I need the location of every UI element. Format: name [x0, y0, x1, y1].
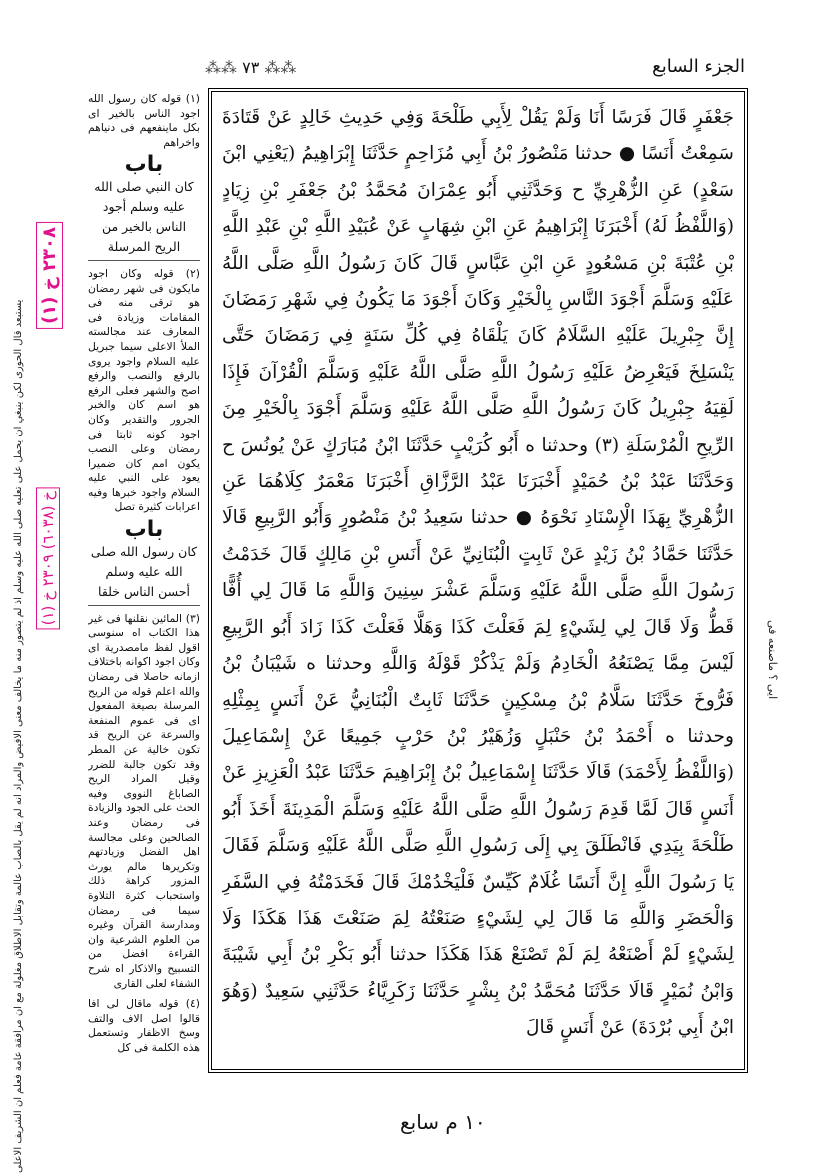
bab-heading-2: باب	[124, 517, 164, 543]
right-margin-note: ايى ؟ ماصنعه فى	[766, 620, 779, 700]
bab-title-2: كان رسول الله صلى الله عليه وسلم أحسن الناس خلقا	[88, 542, 200, 606]
left-reference-margin	[6, 92, 62, 1173]
commentary-note-3: (٣) المائين نقلنها فى غير هذا الكتاب اه سنوسى اقول لفظ مامصدرية اى وكان اجود اكوانه باختلاف ازمانه حاصلا فى رمضان والله اعلم قوله من الريح المرسلة بصيغة المفعول اى فى عموم المنفعة والسرعة عن الريح قد تكون خالية عن المطر وقد تكون جالبة للضرر وقيل المراد الريح الصاباغ النووى وفيه الحث على الجود والزيادة فى رمضان وعند الصالحين وعلى مجالسة اهل الفضل وزيادتهم وتكريرها مالم يورث المزور كراهة ذلك واستحباب كثرة التلاوة سيما فى رمضان ومدارسة القرآن وغيره من العلوم الشرعية وان القراءة افضل من التسبيح والاذكار اه شرح الشفاء لعلى القارى	[88, 611, 200, 990]
page-signature: ١٠ م سابع	[400, 1110, 486, 1134]
volume-title: الجزء السابع	[652, 56, 745, 77]
vertical-margin-notes: يستبعد قال الحورى لكن ينبغي ان يحمل على تعليه صلى الله عليه وسلم اذ لم يتصور منه ما يخالف معنى الافيض والمراد انه لم يقل بالصاب عالمة وتقابل الاطلاق مغلولة مع ان مرافقة عامة فعلم ان الشريف الاعلى	[13, 299, 24, 1173]
page-number: ٧٣	[242, 58, 260, 77]
main-text-frame	[208, 88, 748, 1073]
commentary-column	[88, 92, 200, 1077]
ornament-icon: ⁂⁂	[264, 58, 297, 77]
hadith-reference-number-2: خ (٦٠٣٨) ٢٣٠٩ خ (١)	[36, 487, 60, 629]
commentary-note-2: (٢) قوله وكان اجود مايكون فى شهر رمضان هو ترقى منه فى المقامات وزيادة فى المعارف عند مجالسته الملأ الاعلى سيما جبريل عليه السلام واجود يروى بالرفع والنصب والرفع اصح والشهر فعلى الرفع هو اسم كان والخبر الجرور والتقدير وكان اجود كونه ثابتا فى رمضان وعلى النصب يكون امم كان ضميرا يعود على النبي عليه السلام واجود خبرها وفيه اعرابات كثيرة تصل	[88, 266, 200, 514]
page-number-block	[205, 58, 296, 77]
main-hadith-text: جَعْفَرٍ قَالَ فَرَسًا أَنَا وَلَمْ يَقُلْ لِأَبِي طَلْحَةَ وَفِي حَدِيثِ خَالِدٍ عَنْ قَتَادَةَ سَمِعْتُ أَنَسًا ● حدثنا مَنْصُورُ بْنُ أَبِي مُزَاحِمٍ حَدَّثَنَا إِبْرَاهِيمُ (يَعْنِي ابْنَ سَعْدٍ) عَنِ الزُّهْرِيِّ ح وَحَدَّثَنِي أَبُو عِمْرَانَ مُحَمَّدُ بْنُ جَعْفَرِ بْنِ زِيَادٍ (وَاللَّفْظُ لَهُ) أَخْبَرَنَا إِبْرَاهِيمُ عَنِ ابْنِ شِهَابٍ عَنْ عُبَيْدِ اللَّهِ بْنِ عَبْدِ اللَّهِ بْنِ عُتْبَةَ بْنِ مَسْعُودٍ عَنِ ابْنِ عَبَّاسٍ قَالَ كَانَ رَسُولُ اللَّهِ صَلَّى اللَّهُ عَلَيْهِ وَسَلَّمَ أَجْوَدَ النَّاسِ بِالْخَيْرِ وَكَانَ أَجْوَدَ مَا يَكُونُ فِي شَهْرِ رَمَضَانَ إِنَّ جِبْرِيلَ عَلَيْهِ السَّلَامُ كَانَ يَلْقَاهُ فِي كُلِّ سَنَةٍ فِي رَمَضَانَ حَتَّى يَنْسَلِخَ فَيَعْرِضُ عَلَيْهِ رَسُولُ اللَّهِ صَلَّى اللَّهُ عَلَيْهِ وَسَلَّمَ الْقُرْآنَ فَإِذَا لَقِيَهُ جِبْرِيلُ كَانَ رَسُولُ اللَّهِ صَلَّى اللَّهُ عَلَيْهِ وَسَلَّمَ أَجْوَدَ بِالْخَيْرِ مِنَ الرِّيحِ الْمُرْسَلَةِ (٣) وحدثنا ه أَبُو كُرَيْبٍ حَدَّثَنَا ابْنُ مُبَارَكٍ عَنْ يُونُسَ ح وَحَدَّثَنَا عَبْدُ بْنُ حُمَيْدٍ أَخْبَرَنَا عَبْدُ الرَّزَّاقِ أَخْبَرَنَا مَعْمَرٌ كِلَاهُمَا عَنِ الزُّهْرِيِّ بِهَذَا الْإِسْنَادِ نَحْوَهُ ● حدثنا سَعِيدُ بْنُ مَنْصُورٍ وَأَبُو الرَّبِيعِ قَالَا حَدَّثَنَا حَمَّادُ بْنُ زَيْدٍ عَنْ ثَابِتٍ الْبُنَانِيِّ عَنْ أَنَسِ بْنِ مَالِكٍ قَالَ خَدَمْتُ رَسُولَ اللَّهِ صَلَّى اللَّهُ عَلَيْهِ وَسَلَّمَ عَشْرَ سِنِينَ وَاللَّهِ مَا قَالَ لِي أُفًّا قَطُّ وَلَا قَالَ لِي لِشَيْءٍ لِمَ فَعَلْتَ كَذَا وَهَلَّا فَعَلْتَ كَذَا زَادَ أَبُو الرَّبِيعِ لَيْسَ مِمَّا يَصْنَعُهُ الْخَادِمُ وَلَمْ يَذْكُرْ قَوْلَهُ وَاللَّهِ وحدثنا ه شَيْبَانُ بْنُ فَرُّوخَ حَدَّثَنَا سَلَّامُ بْنُ مِسْكِينٍ حَدَّثَنَا ثَابِتٌ الْبُنَانِيُّ عَنْ أَنَسٍ بِمِثْلِهِ وحدثنا ه أَحْمَدُ بْنُ حَنْبَلٍ وَزُهَيْرُ بْنُ حَرْبٍ جَمِيعًا عَنْ إِسْمَاعِيلَ (وَاللَّفْظُ لِأَحْمَدَ) قَالَا حَدَّثَنَا إِسْمَاعِيلُ بْنُ إِبْرَاهِيمَ حَدَّثَنَا عَبْدُ الْعَزِيزِ عَنْ أَنَسٍ قَالَ لَمَّا قَدِمَ رَسُولُ اللَّهِ صَلَّى اللَّهُ عَلَيْهِ وَسَلَّمَ الْمَدِينَةَ أَخَذَ أَبُو طَلْحَةَ بِيَدِي فَانْطَلَقَ بِي إِلَى رَسُولِ اللَّهِ صَلَّى اللَّهُ عَلَيْهِ وَسَلَّمَ فَقَالَ يَا رَسُولَ اللَّهِ إِنَّ أَنَسًا غُلَامٌ كَيِّسٌ فَلْيَخْدُمْكَ قَالَ فَخَدَمْتُهُ فِي السَّفَرِ وَالْحَضَرِ وَاللَّهِ مَا قَالَ لِي لِشَيْءٍ صَنَعْتُهُ لِمَ صَنَعْتَ هَذَا هَكَذَا وَلَا لِشَيْءٍ لَمْ أَصْنَعْهُ لِمَ لَمْ تَصْنَعْ هَذَا هَكَذَا حدثنا أَبُو بَكْرِ بْنُ أَبِي شَيْبَةَ وَابْنُ نُمَيْرٍ قَالَا حَدَّثَنَا مُحَمَّدُ بْنُ بِشْرٍ حَدَّثَنَا زَكَرِيَّاءُ حَدَّثَنِي سَعِيدٌ (وَهُوَ ابْنُ أَبِي بُرْدَةَ) عَنْ أَنَسٍ قَالَ	[222, 107, 734, 1039]
commentary-note-4: (٤) قوله ماقال لى افا قالوا اصل الاف والتف وسخ الاظفار وتستعمل هذه الكلمة فى كل	[88, 997, 200, 1054]
commentary-note-1: (١) قوله كان رسول الله اجود الناس بالخير اى بكل ماينفعهم فى دنياهم واخراهم	[88, 92, 200, 149]
ornament-icon: ⁂⁂	[205, 58, 237, 77]
bab-heading-1: باب	[124, 152, 164, 178]
page-header	[205, 56, 745, 86]
hadith-reference-number: ٢٣٠٨ خ (١)	[36, 222, 63, 329]
bab-title-1: كان النبي صلى الله عليه وسلم أجود الناس بالخير من الريح المرسلة	[88, 177, 200, 261]
